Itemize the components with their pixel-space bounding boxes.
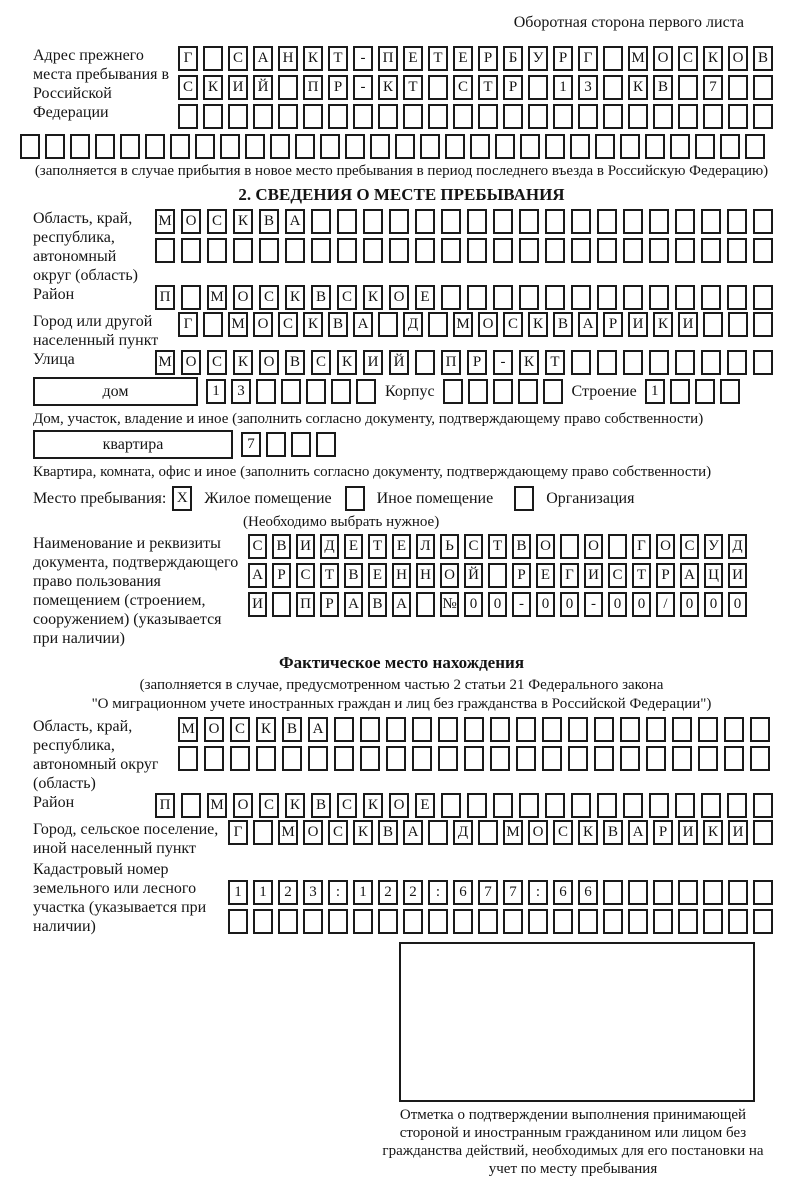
stay-option-residential: [172, 486, 331, 511]
char-box-row: Г М О С К В А Д М О С К В А Р И К И: [178, 312, 773, 350]
stamp-box: [399, 942, 755, 1102]
cadastre-label: Кадастровый номер земельного или лесного участка (указывается при наличии): [33, 861, 207, 935]
char-box-row: 1: [645, 379, 740, 404]
prev-address-boxes: [178, 46, 773, 129]
prev-address-field: [33, 46, 770, 129]
fact-section-title: Фактическое место нахождения: [278, 653, 525, 672]
street-label: Улица: [33, 351, 75, 368]
house-box-label: дом: [33, 377, 198, 406]
fact-region-field: [33, 717, 770, 793]
apartment-row: [33, 430, 770, 459]
stay-type-label: Место пребывания:: [33, 489, 167, 507]
char-box-row: И П Р А В А № 0 0 - 0 0 - 0 0 / 0 0 0: [248, 592, 747, 617]
char-box-row: 7: [241, 432, 336, 457]
region-boxes: [155, 209, 773, 285]
char-box-row: М О С К В А: [178, 717, 770, 742]
apartment-box-label: квартира: [33, 430, 233, 459]
street-field: [33, 350, 770, 375]
stay-option-organization: [514, 486, 634, 511]
char-box-row: А Р С Т В Е Н Н О Й Р Е Г И С Т Р А Ц И: [248, 563, 747, 588]
stay-option-other: [345, 486, 494, 511]
stroenie-label: Строение: [571, 382, 637, 400]
fact-city-label: Город, сельское поселение, иной населенный пункт: [33, 821, 219, 857]
fact-district-label: Район: [33, 794, 75, 811]
stay-option-label: Организация: [546, 489, 635, 507]
char-box-row: [228, 909, 773, 934]
cadastre-field: [33, 860, 770, 936]
char-box-row: П М О С К В С К О Е: [155, 285, 773, 310]
stay-type-field: [33, 486, 770, 511]
cadastre-boxes: [228, 880, 773, 936]
fact-city-field: [33, 820, 770, 858]
stay-option-label: Иное помещение: [376, 489, 494, 507]
char-box-row: 1 3: [206, 379, 376, 404]
page-corner-note: Оборотная сторона первого листа: [513, 14, 744, 31]
city-label: Город или другой населенный пункт: [33, 313, 159, 349]
district-field: [33, 285, 770, 310]
korpus-label: Корпус: [385, 382, 435, 400]
char-box-row: М О С К В А: [155, 209, 773, 234]
prev-address-note: (заполняется в случае прибытия в новое место пребывания в период последнего въезда в Российскую Федерацию): [34, 163, 769, 179]
city-field: [33, 312, 770, 350]
apartment-note: Квартира, комната, офис и иное (заполнить согласно документу, подтверждающему право собственности): [33, 464, 712, 480]
section2-title: 2. СВЕДЕНИЯ О МЕСТЕ ПРЕБЫВАНИЯ: [238, 185, 565, 204]
fact-region-label: Область, край, республика, автономный округ (область): [33, 718, 159, 792]
char-box-row: С К И Й П Р - К Т С Т Р 1 3 К В 7: [178, 75, 773, 100]
char-box-row: [443, 379, 563, 404]
house-note: Дом, участок, владение и иное (заполнить согласно документу, подтверждающему право собственности): [33, 411, 704, 427]
char-box-row: Г С А Н К Т - П Е Т Е Р Б У Р Г М О С К О В: [178, 46, 773, 71]
char-box-row: [178, 746, 770, 771]
stay-choose-note: (Необходимо выбрать нужное): [243, 514, 440, 530]
checkbox: [514, 486, 534, 511]
region-field: [33, 209, 770, 285]
char-box-row: [20, 134, 770, 159]
fact-note-line1: (заполняется в случае, предусмотренном частью 2 статьи 21 Федерального закона: [139, 677, 664, 693]
district-label: Район: [33, 286, 75, 303]
region-label: Область, край, республика, автономный округ (область): [33, 210, 138, 284]
checkbox: X: [172, 486, 192, 511]
fact-region-boxes: [178, 717, 770, 793]
char-box-row: [178, 104, 773, 129]
char-box-row: Г М О С К В А Д М О С К В А Р И К И: [228, 820, 773, 858]
document-label: Наименование и реквизиты документа, подтверждающего право пользования помещением (строением, сооружением) (указывается при наличии): [33, 535, 239, 647]
char-box-row: М О С К О В С К И Й П Р - К Т: [155, 350, 773, 375]
char-box-row: П М О С К В С К О Е: [155, 793, 773, 818]
char-box-row: С В И Д Е Т Е Л Ь С Т В О О Г О С У Д: [248, 534, 747, 559]
stamp-caption: Отметка о подтверждении выполнения принимающей стороной и иностранным гражданином или лицом без гражданства действий, необходимых для его постановки на учет по месту пребывания: [382, 1107, 764, 1177]
checkbox: [345, 486, 365, 511]
house-row: [33, 377, 770, 406]
fact-district-field: [33, 793, 770, 818]
stay-option-label: Жилое помещение: [204, 489, 332, 507]
char-box-row: [155, 238, 773, 263]
prev-address-label: Адрес прежнего места пребывания в Российской Федерации: [33, 47, 170, 121]
document-boxes: [248, 534, 747, 648]
document-field: [33, 534, 770, 648]
char-box-row: 1 1 2 3 : 1 2 2 : 6 7 7 : 6 6: [228, 880, 773, 905]
fact-note-line2: "О миграционном учете иностранных граждан и лиц без гражданства в Российской Федерации"): [91, 696, 712, 712]
